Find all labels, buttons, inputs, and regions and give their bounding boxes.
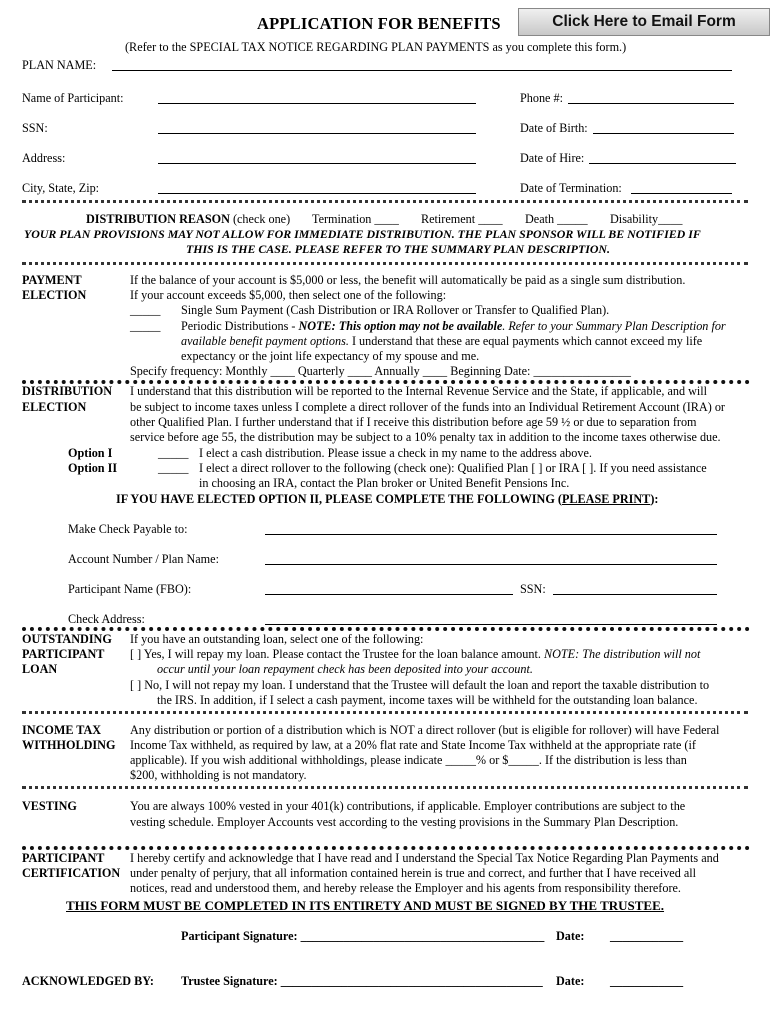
option-2-label: Option II bbox=[68, 461, 118, 475]
participant-name-fbo-label: Participant Name (FBO): bbox=[68, 582, 192, 596]
email-form-button[interactable]: Click Here to Email Form bbox=[518, 8, 770, 36]
frequency-row[interactable]: Specify frequency: Monthly ____ Quarterly ____ Annually ____ Beginning Date: ________________ bbox=[130, 364, 631, 378]
reason-death[interactable]: Death _____ bbox=[525, 212, 588, 226]
distribution-election-text: service before age 55, the distribution may be subject to a 10% penalty tax in addition to the income taxes otherwise due. bbox=[130, 430, 721, 444]
trustee-date-field[interactable]: ____________ bbox=[610, 974, 684, 988]
section-divider bbox=[22, 846, 750, 850]
withholding-heading: INCOME TAX bbox=[22, 723, 102, 737]
certification-heading-2: CERTIFICATION bbox=[22, 866, 121, 880]
check-one-note: (check one) bbox=[232, 212, 291, 226]
distribution-election-heading: DISTRIBUTION bbox=[22, 384, 113, 398]
vesting-text: You are always 100% vested in your 401(k) contributions, if applicable. Employer contributions are subject to the bbox=[130, 799, 686, 813]
vesting-text: vesting schedule. Employer Accounts vest according to the vesting provisions in the Summary Plan Description. bbox=[130, 815, 679, 829]
section-divider bbox=[22, 200, 748, 203]
option-1-text: I elect a cash distribution. Please issue a check in my name to the address above. bbox=[199, 446, 592, 460]
ssn-label: SSN: bbox=[22, 121, 48, 135]
single-sum-option: Single Sum Payment (Cash Distribution or IRA Rollover or Transfer to Qualified Plan). bbox=[181, 303, 610, 317]
date-of-birth-label: Date of Birth: bbox=[520, 121, 588, 135]
check-address-label: Check Address: bbox=[68, 612, 145, 626]
periodic-option-line-3: expectancy or the joint life expectancy of my spouse and me. bbox=[181, 349, 480, 363]
reason-retirement[interactable]: Retirement ____ bbox=[421, 212, 503, 226]
withholding-text: $200, withholding is not mandatory. bbox=[130, 768, 307, 782]
form-subtitle: (Refer to the SPECIAL TAX NOTICE REGARDING PLAN PAYMENTS as you complete this form.) bbox=[125, 40, 627, 54]
distribution-election-text: be subject to income taxes unless I complete a direct rollover of the funds into an Individual Retirement Account (IRA) or bbox=[130, 400, 725, 414]
rollover-ssn-label: SSN: bbox=[520, 582, 546, 596]
loan-heading: OUTSTANDING bbox=[22, 632, 112, 646]
city-state-zip-field[interactable] bbox=[158, 193, 476, 194]
distribution-election-text: other Qualified Plan. I further understand that if I receive this distribution before age 59 ½ or due to separation from bbox=[130, 415, 697, 429]
loan-heading-2: PARTICIPANT bbox=[22, 647, 105, 661]
periodic-option: Periodic Distributions - NOTE: This option may not be available. Refer to your Summary Plan Description for bbox=[181, 319, 726, 333]
loan-heading-3: LOAN bbox=[22, 662, 58, 676]
form-title: APPLICATION FOR BENEFITS bbox=[257, 14, 501, 33]
participant-name-fbo-field[interactable] bbox=[265, 594, 513, 595]
periodic-option-line-2: available benefit payment options. I understand that these are equal payments which cannot exceed my life bbox=[181, 334, 703, 348]
distribution-election-text: I understand that this distribution will be reported to the Internal Revenue Service and the State, if applicable, and will bbox=[130, 384, 708, 398]
address-field[interactable] bbox=[158, 163, 476, 164]
option-2-instructions: IF YOU HAVE ELECTED OPTION II, PLEASE COMPLETE THE FOLLOWING (PLEASE PRINT): bbox=[116, 492, 659, 506]
loan-yes-note: occur until your loan repayment check has been deposited into your account. bbox=[157, 662, 533, 676]
loan-no-option[interactable]: [ ] No, I will not repay my loan. I understand that the Trustee will default the loan and report the taxable distribution to bbox=[130, 678, 710, 692]
plan-warning-line-2: THIS IS THE CASE. PLEASE REFER TO THE SUMMARY PLAN DESCRIPTION. bbox=[186, 242, 610, 256]
payment-election-heading: PAYMENT bbox=[22, 273, 82, 287]
acknowledged-by-label: ACKNOWLEDGED BY: bbox=[22, 974, 154, 988]
ssn-field[interactable] bbox=[158, 133, 476, 134]
date-label-2: Date: bbox=[556, 974, 585, 988]
make-check-field[interactable] bbox=[265, 534, 717, 535]
distribution-reason-row bbox=[86, 212, 290, 227]
vesting-heading: VESTING bbox=[22, 799, 77, 813]
participant-name-field[interactable] bbox=[158, 103, 476, 104]
option-2-text-2: in choosing an IRA, contact the Plan broker or United Benefit Pensions Inc. bbox=[199, 476, 570, 490]
payment-election-heading-2: ELECTION bbox=[22, 288, 87, 302]
trustee-signature-field[interactable]: Trustee Signature: ___________________________________________ bbox=[181, 974, 543, 988]
reason-disability[interactable]: Disability____ bbox=[610, 212, 683, 226]
city-state-zip-label: City, State, Zip: bbox=[22, 181, 100, 195]
date-of-birth-field[interactable] bbox=[593, 133, 734, 134]
certification-text: notices, read and understood them, and hereby release the Employer and his agents from responsibility therefore. bbox=[130, 881, 681, 895]
withholding-text: Income Tax withheld, as required by law, at a 20% flat rate and State Income Tax withheld at the appropriate rate (if bbox=[130, 738, 696, 752]
withholding-text[interactable]: applicable). If you wish additional withholdings, please indicate _____% or $_____. If the distribution is less than bbox=[130, 753, 687, 767]
option-1-checkbox[interactable]: _____ bbox=[158, 446, 189, 460]
distribution-election-heading-2: ELECTION bbox=[22, 400, 87, 414]
make-check-label: Make Check Payable to: bbox=[68, 522, 188, 536]
account-number-field[interactable] bbox=[265, 564, 717, 565]
section-divider bbox=[22, 262, 748, 265]
date-of-termination-label: Date of Termination: bbox=[520, 181, 622, 195]
loan-yes-option[interactable]: [ ] Yes, I will repay my loan. Please contact the Trustee for the loan balance amount. NOTE: The distribution will not bbox=[130, 647, 701, 661]
phone-field[interactable] bbox=[568, 103, 734, 104]
plan-warning-line-1: YOUR PLAN PROVISIONS MAY NOT ALLOW FOR IMMEDIATE DISTRIBUTION. THE PLAN SPONSOR WILL BE NOTIFIED IF bbox=[24, 227, 701, 241]
payment-election-text: If the balance of your account is $5,000 or less, the benefit will automatically be paid as a single sum distribution. bbox=[130, 273, 686, 287]
plan-name-label: PLAN NAME: bbox=[22, 58, 97, 72]
certification-heading: PARTICIPANT bbox=[22, 851, 105, 865]
date-of-hire-label: Date of Hire: bbox=[520, 151, 585, 165]
withholding-text: Any distribution or portion of a distribution which is NOT a direct rollover (but is eligible for rollover) will have Federal bbox=[130, 723, 720, 737]
phone-label: Phone #: bbox=[520, 91, 563, 105]
must-complete-notice: THIS FORM MUST BE COMPLETED IN ITS ENTIRETY AND MUST BE SIGNED BY THE TRUSTEE. bbox=[66, 898, 665, 913]
single-sum-checkbox[interactable]: _____ bbox=[130, 303, 161, 317]
reason-termination[interactable]: Termination ____ bbox=[312, 212, 399, 226]
certification-text: I hereby certify and acknowledge that I have read and I understand the Special Tax Notice Regarding Plan Payments and bbox=[130, 851, 719, 865]
payment-election-text: If your account exceeds $5,000, then select one of the following: bbox=[130, 288, 447, 302]
option-2-text: I elect a direct rollover to the following (check one): Qualified Plan [ ] or IRA [ ]. If you need assistance bbox=[199, 461, 707, 475]
plan-name-field[interactable] bbox=[112, 70, 732, 71]
participant-name-label: Name of Participant: bbox=[22, 91, 124, 105]
loan-no-text: the IRS. In addition, if I select a cash payment, income taxes will be withheld for the outstanding loan balance. bbox=[157, 693, 698, 707]
check-address-field[interactable] bbox=[265, 624, 717, 625]
option-1-label: Option I bbox=[68, 446, 113, 460]
date-of-termination-field[interactable] bbox=[631, 193, 732, 194]
date-label-1: Date: bbox=[556, 929, 585, 943]
periodic-checkbox[interactable]: _____ bbox=[130, 319, 161, 333]
participant-signature-field[interactable]: Participant Signature: ________________________________________ bbox=[181, 929, 545, 943]
section-divider bbox=[22, 786, 748, 789]
withholding-heading-2: WITHHOLDING bbox=[22, 738, 116, 752]
rollover-ssn-field[interactable] bbox=[553, 594, 717, 595]
option-2-checkbox[interactable]: _____ bbox=[158, 461, 189, 475]
distribution-reason-label: DISTRIBUTION REASON bbox=[86, 212, 230, 226]
account-number-label: Account Number / Plan Name: bbox=[68, 552, 219, 566]
address-label: Address: bbox=[22, 151, 66, 165]
date-of-hire-field[interactable] bbox=[589, 163, 736, 164]
certification-text: under penalty of perjury, that all information contained herein is true and correct, and further that I have received all bbox=[130, 866, 697, 880]
loan-intro: If you have an outstanding loan, select one of the following: bbox=[130, 632, 424, 646]
section-divider bbox=[22, 711, 748, 714]
participant-date-field[interactable]: ____________ bbox=[610, 929, 684, 943]
section-divider bbox=[22, 627, 750, 631]
